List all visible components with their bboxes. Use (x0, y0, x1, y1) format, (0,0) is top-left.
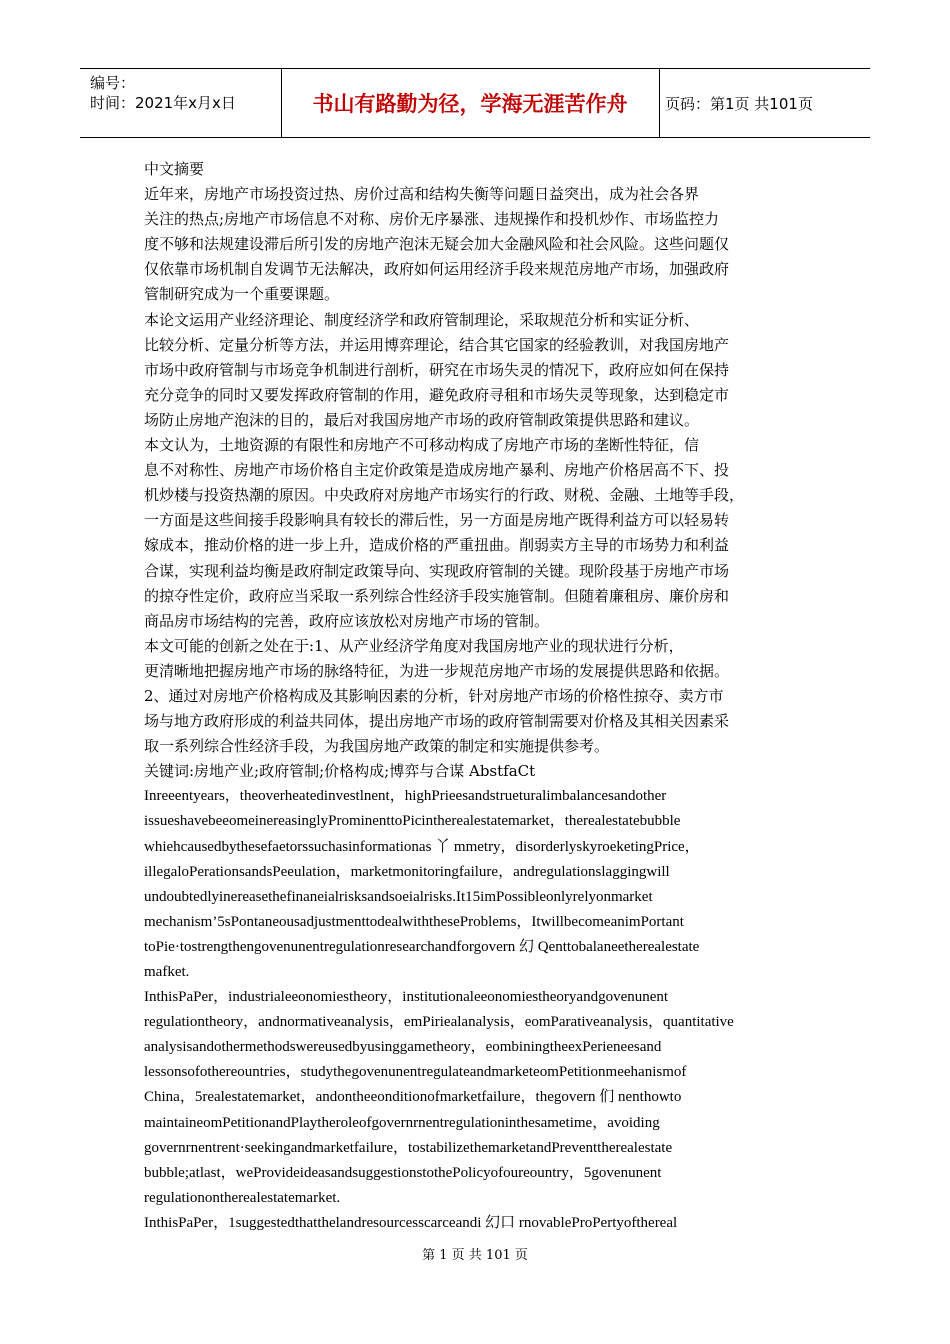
header-divider (659, 69, 660, 137)
english-line: governrnentrent·seekingandmarketfailure，tostabilizethemarketandPreventtherealestate (144, 1139, 673, 1156)
body-line: 嫁成本，推动价格的进一步上升，造成价格的严重扭曲。削弱卖方主导的市场势力和利益 (144, 536, 730, 555)
body-line: 本文可能的创新之处在于:1、从产业经济学角度对我国房地产业的现状进行分析， (144, 636, 684, 655)
body-line: 管制研究成为一个重要课题。 (144, 285, 340, 304)
body-line: 2、通过对房地产价格构成及其影响因素的分析，针对房地产市场的价格性掠夺、卖方市 (144, 686, 724, 705)
body-line: 机炒楼与投资热潮的原因。中央政府对房地产市场实行的行政、财税、金融、土地等手段， (144, 486, 745, 505)
english-line: mafket. (144, 964, 190, 980)
english-line: InthisPaPer，industrialeeonomiestheory，institutionaleeonomiestheoryandgovenunent (144, 989, 669, 1006)
body-line: 息不对称性、房地产市场价格自主定价政策是造成房地产暴利、房地产价格居高不下、投 (144, 461, 730, 480)
body-line: 场防止房地产泡沫的目的，最后对我国房地产市场的政府管制政策提供思路和建议。 (144, 410, 700, 429)
english-line: maintaineomPetitionandPlaytheroleofgovernrnentregulationinthesametime，avoiding (144, 1114, 660, 1131)
english-line: China，5realestatemarket，andontheeonditionofmarketfailure，thegovern 们 nenthowto (144, 1089, 682, 1106)
body-line: 更清晰地把握房地产市场的脉络特征，为进一步规范房地产市场的发展提供思路和依据。 (144, 661, 730, 680)
english-line: bubble;atlast，weProvideideasandsuggestionstothePolicyofoureountry，5govenunent (144, 1164, 662, 1181)
body-line: 合谋，实现利益均衡是政府制定政策导向、实现政府管制的关键。现阶段基于房地产市场 (144, 561, 730, 580)
body-line: 场与地方政府形成的利益共同体，提出房地产市场的政府管制需要对价格及其相关因素采 (144, 712, 730, 731)
english-line: regulationtheory，andnormativeanalysis，emPiriealanalysis，eomParativeanalysis，quantitative (144, 1014, 734, 1031)
header-number-label: 编号： (90, 74, 136, 92)
english-line: mechanism’5sPontaneousadjustmenttodealwiththeseProblems，ItwillbecomeanimPortant (144, 913, 684, 930)
body-line: 一方面是这些间接手段影响具有较长的滞后性，另一方面是房地产既得利益方可以轻易转 (144, 511, 730, 530)
body-line: 市场中政府管制与市场竞争机制进行剖析，研究在市场失灵的情况下，政府应如何在保持 (144, 360, 730, 379)
english-line: illegaloPerationsandsPeeulation，marketmonitoringfailure，andregulationslaggingwill (144, 863, 670, 880)
body-line: 度不够和法规建设滞后所引发的房地产泡沫无疑会加大金融风险和社会风险。这些问题仅 (144, 235, 730, 254)
english-line: regulationontherealestatemarket. (144, 1189, 341, 1206)
body-line: 关注的热点;房地产市场信息不对称、房价无序暴涨、违规操作和投机炒作、市场监控力 (144, 210, 720, 229)
english-line: issueshavebeeomeinereasinglyProminenttoPicintherealestatemarket，therealestatebubble (144, 813, 681, 830)
english-line: Inreeentyears，theoverheatedinvestlnent，highPrieesandstrueturalimbalancesandother (144, 788, 667, 805)
body-line: 近年来，房地产市场投资过热、房价过高和结构失衡等问题日益突出，成为社会各界 (144, 185, 700, 204)
body-line: 中文摘要 (144, 160, 205, 178)
english-line: InthisPaPer，1suggestedthatthelandresourcesscarceandi 幻口 rnovableProPertyofthereal (144, 1214, 678, 1231)
english-line: undoubtedlyinereasethefinaneialrisksandsoeialrisks.It15imPossibleonlyrelyonmarket (144, 888, 653, 905)
page-header (80, 68, 870, 138)
header-page-label: 页码：第1页 共101页 (665, 94, 813, 113)
body-line: 比较分析、定量分析等方法，并运用博弈理论，结合其它国家的经验教训，对我国房地产 (144, 335, 730, 354)
header-date-label: 时间：2021年x月x日 (90, 94, 236, 112)
header-meta (90, 73, 236, 113)
body-line: 取一系列综合性经济手段，为我国房地产政策的制定和实施提供参考。 (144, 737, 610, 756)
page-footer: 第 1 页 共 101 页 (422, 1248, 528, 1263)
english-line: whiehcausedbythesefaetorssuchasinformationas 丫 mmetry，disorderlyskyroeketingPrice， (144, 838, 700, 855)
header-motto: 书山有路勤为径，学海无涯苦作舟 (312, 92, 628, 116)
document-body (144, 157, 808, 1236)
body-line: 仅依靠市场机制自发调节无法解决，政府如何运用经济手段来规范房地产市场，加强政府 (144, 260, 730, 279)
body-line: 本论文运用产业经济理论、制度经济学和政府管制理论，采取规范分析和实证分析、 (144, 310, 700, 329)
body-line: 关键词:房地产业;政府管制;价格构成;博弈与合谋 AbstfaCt (144, 762, 536, 781)
body-line: 充分竞争的同时又要发挥政府管制的作用，避免政府寻租和市场失灵等现象，达到稳定市 (144, 385, 730, 404)
english-line: analysisandothermethodswereusedbyusinggametheory，eombiningtheexPerieneesand (144, 1039, 662, 1056)
english-line: toPie·tostrengthengovenunentregulationresearchandforgovern 幻 Qenttobalaneetherealestate (144, 938, 700, 955)
body-line: 本文认为，土地资源的有限性和房地产不可移动构成了房地产市场的垄断性特征，信 (144, 436, 700, 455)
body-line: 的掠夺性定价，政府应当采取一系列综合性经济手段实施管制。但随着廉租房、廉价房和 (144, 586, 730, 605)
body-line: 商品房市场结构的完善，政府应该放松对房地产市场的管制。 (144, 611, 550, 630)
english-line: lessonsofothereountries，studythegovenunentregulateandmarketeomPetitionmeehanismof (144, 1064, 687, 1081)
